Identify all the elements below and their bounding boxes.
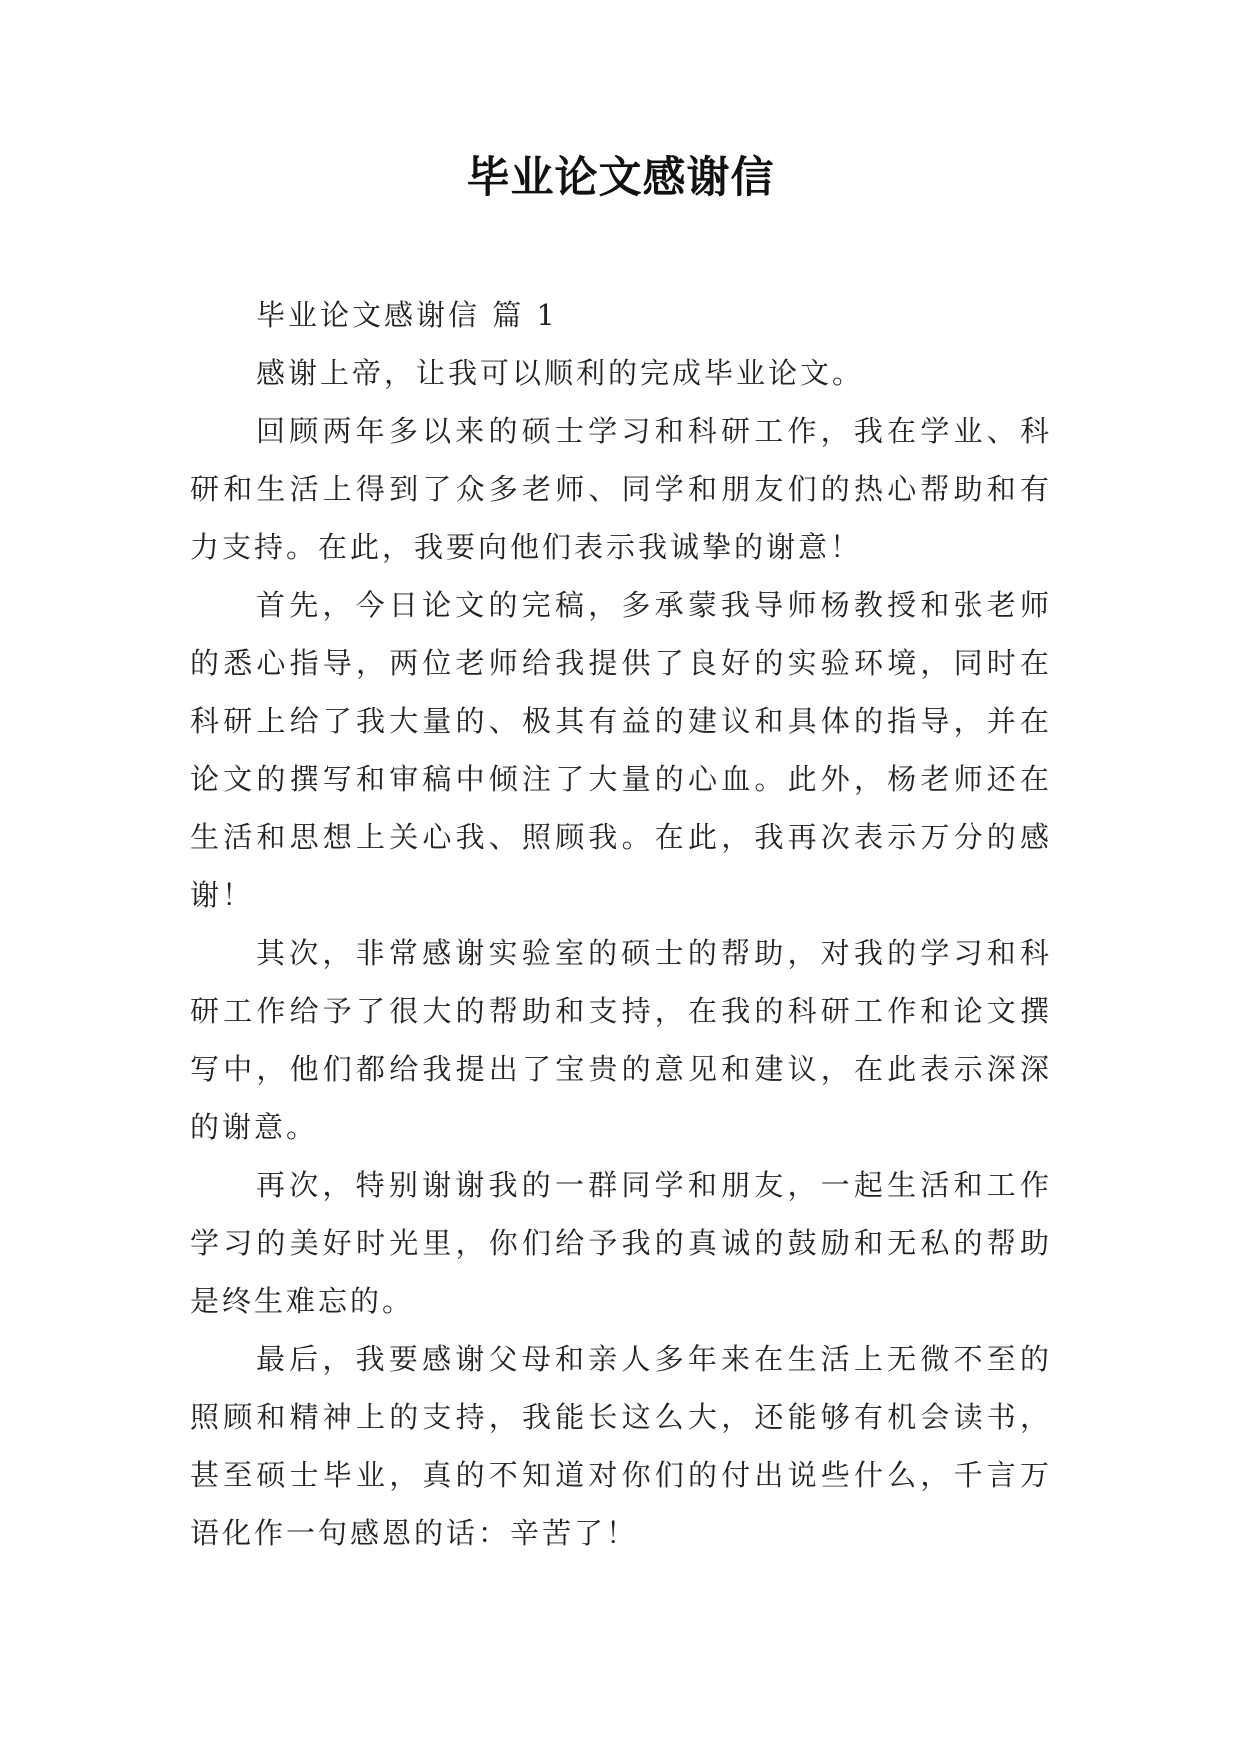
paragraph: 再次，特别谢谢我的一群同学和朋友，一起生活和工作学习的美好时光里，你们给予我的真诚的鼓励和无私的帮助是终生难忘的。 bbox=[190, 1168, 1052, 1318]
document-title: 毕业论文感谢信 bbox=[466, 153, 775, 203]
paragraph: 最后，我要感谢父母和亲人多年来在生活上无微不至的照顾和精神上的支持，我能长这么大，还能够有机会读书，甚至硕士毕业，真的不知道对你们的付出说些什么，千言万语化作一句感恩的话：辛苦了！ bbox=[190, 1342, 1052, 1550]
section-heading: 毕业论文感谢信 篇 1 bbox=[256, 298, 558, 332]
paragraph: 感谢上帝，让我可以顺利的完成毕业论文。 bbox=[256, 356, 865, 390]
paragraph: 首先，今日论文的完稿，多承蒙我导师杨教授和张老师的悉心指导，两位老师给我提供了良好的实验环境，同时在科研上给了我大量的、极其有益的建议和具体的指导，并在论文的撰写和审稿中倾注了大量的心血。此外，杨老师还在生活和思想上关心我、照顾我。在此，我再次表示万分的感谢！ bbox=[190, 588, 1052, 912]
paragraph: 回顾两年多以来的硕士学习和科研工作，我在学业、科研和生活上得到了众多老师、同学和朋友们的热心帮助和有力支持。在此，我要向他们表示我诚挚的谢意！ bbox=[190, 414, 1052, 564]
paragraph: 其次，非常感谢实验室的硕士的帮助，对我的学习和科研工作给予了很大的帮助和支持，在我的科研工作和论文撰写中，他们都给我提出了宝贵的意见和建议，在此表示深深的谢意。 bbox=[190, 936, 1052, 1144]
document-body bbox=[190, 286, 1052, 1562]
